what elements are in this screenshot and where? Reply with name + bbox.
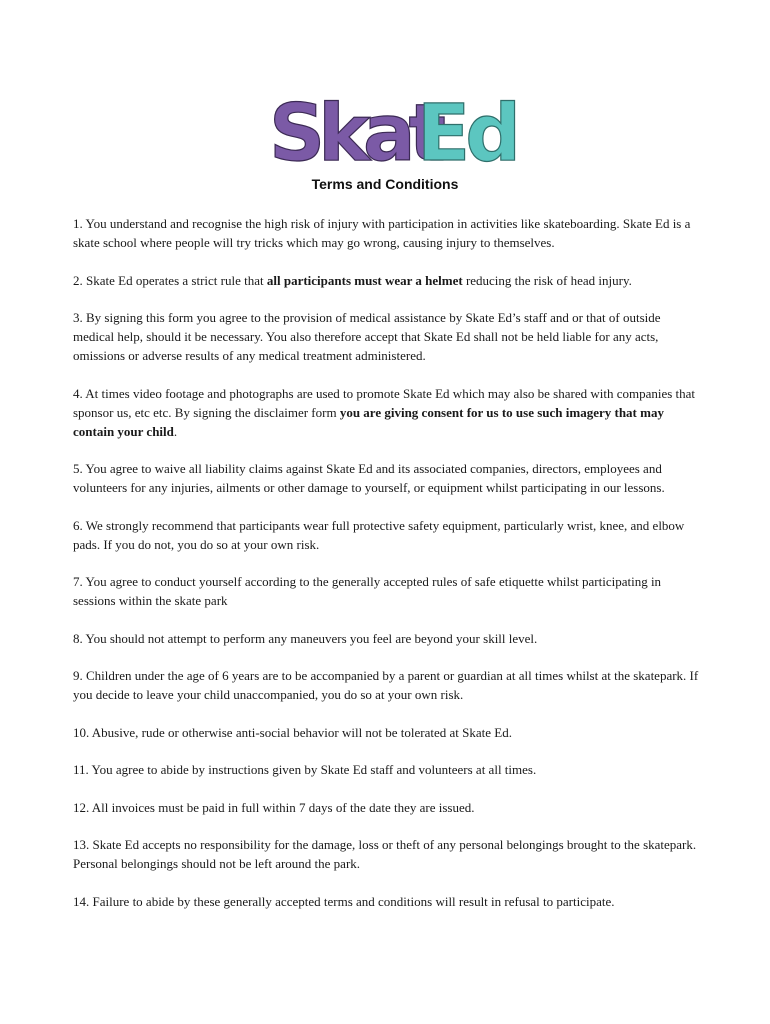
term-item-8 [73, 629, 703, 648]
term-item-11 [73, 760, 703, 779]
term-item-9 [73, 666, 703, 704]
term-text-end: reducing the risk of head injury. [462, 272, 632, 288]
term-item-10 [73, 723, 703, 742]
term-text-end: . [173, 423, 178, 439]
term-item-1 [73, 214, 703, 252]
skated-logo [265, 84, 517, 179]
term-text: 6. We strongly recommend that participants wear full protective safety equipment, particularly wrist, knee, and elbow pads. If you do not, you do so at your own risk. [73, 517, 685, 552]
term-emphasis: all participants must wear a helmet [266, 272, 463, 288]
term-emphasis: you are giving consent for us to use such imagery that may contain your child [73, 404, 664, 439]
term-text: 10. Abusive, rude or otherwise anti-social behavior will not be tolerated at Skate Ed. [73, 724, 512, 740]
term-text: 5. You agree to waive all liability claims against Skate Ed and its associated companies, directors, employees and volunteers for any injuries, ailments or other damage to yourself, or equipment whilst participating in our lessons. [73, 461, 665, 495]
term-item-13 [73, 835, 703, 873]
terms-list [73, 214, 703, 929]
logo-text-skat: Skat [269, 89, 439, 179]
term-item-12 [73, 798, 703, 817]
term-text: 11. You agree to abide by instructions given by Skate Ed staff and volunteers at all times. [73, 762, 537, 777]
term-text: 4. At times video footage and photographs are used to promote Skate Ed which may also be shared with companies that sponsor us, etc etc. By signing the disclaimer form [73, 385, 696, 420]
logo [0, 84, 770, 179]
term-text: 9. Children under the age of 6 years are to be accompanied by a parent or guardian at all times whilst at the skatepark. If you decide to leave your child unaccompanied, you do so at your own risk. [73, 668, 699, 702]
term-text: 13. Skate Ed accepts no responsibility for the damage, loss or theft of any personal belongings brought to the skatepark. Personal belongings should not be left around the park. [73, 837, 697, 871]
term-item-2 [73, 271, 703, 290]
term-item-7 [73, 572, 703, 610]
term-item-14 [73, 892, 703, 911]
term-item-6 [73, 516, 703, 554]
term-text: 8. You should not attempt to perform any maneuvers you feel are beyond your skill level. [73, 630, 538, 646]
term-text: 2. Skate Ed operates a strict rule that [73, 272, 267, 288]
term-text: 7. You agree to conduct yourself according to the generally accepted rules of safe etiquette whilst participating in sessions within the skate park [73, 574, 662, 608]
logo-text-ed: Ed [417, 89, 517, 179]
term-text: 3. By signing this form you agree to the provision of medical assistance by Skate Ed’s staff and or that of outside medical help, should it be necessary. You also therefore accept that Skate Ed shall not be held liable for any acts, omissions or adverse results of any medical treatment administered. [73, 310, 661, 363]
term-text: 1. You understand and recognise the high risk of injury with participation in activities like skateboarding. Skate Ed is a skate school where people will try tricks which may go wrong, causing injury to themselves. [73, 216, 691, 250]
term-text: 14. Failure to abide by these generally accepted terms and conditions will result in refusal to participate. [73, 893, 615, 909]
page-title: Terms and Conditions [311, 176, 459, 192]
term-text: 12. All invoices must be paid in full within 7 days of the date they are issued. [73, 799, 475, 815]
term-item-3 [73, 308, 703, 365]
term-item-5 [73, 459, 703, 497]
term-item-4 [73, 384, 703, 441]
